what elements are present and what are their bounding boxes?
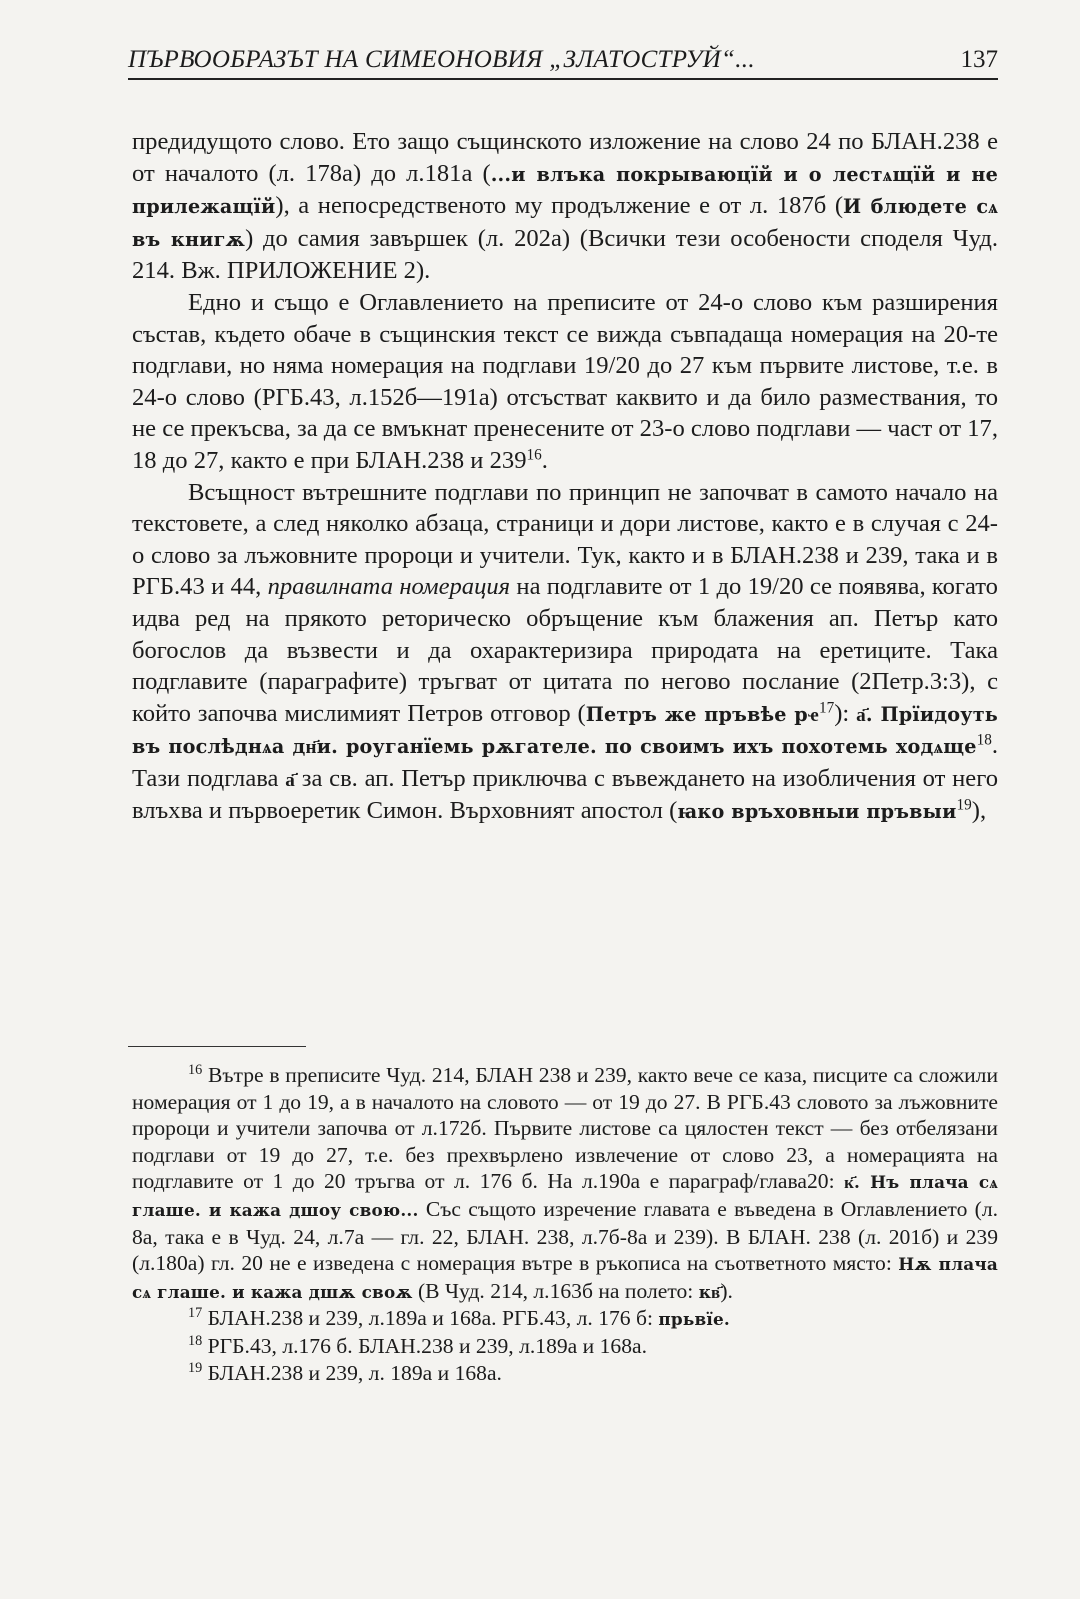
footnote-18 <box>132 1333 998 1360</box>
footnote-19 <box>132 1360 998 1387</box>
text-run: РГБ.43, л.176 б. БЛАН.238 и 239, л.189а и 168а. <box>202 1333 647 1358</box>
text-run: ) до самия завършек (л. 202а) (Всички тези особености споделя Чуд. 214. Вж. ПРИЛОЖЕНИЕ 2). <box>132 224 998 285</box>
footnotes <box>132 1062 998 1386</box>
footnote-number: 18 <box>188 1333 203 1350</box>
footnote-ref: 16 <box>526 446 542 464</box>
text-run: за св. ап. Петър приключва с въвеждането на изобличения от него влъхва и първоеретик Симон. Върховният апостол ( <box>132 764 998 825</box>
text-run: предидущото слово. Ето защо същинското изложение на слово 24 по БЛАН.238 е от началото (л. 178а) до л.181а ( <box>132 128 998 187</box>
main-text <box>132 126 998 828</box>
paragraph-3 <box>132 477 998 829</box>
church-slavonic-quote: прьвїе. <box>658 1309 730 1330</box>
church-slavonic-quote: И блюдете сѧ въ книгѫ <box>132 195 999 251</box>
text-run: БЛАН.238 и 239, л. 189а и 168а. <box>202 1360 502 1385</box>
page-number: 137 <box>960 46 998 73</box>
text-run: (В Чуд. 214, л.163б на полето: <box>412 1278 699 1303</box>
footnote-ref: 18 <box>976 731 992 749</box>
text-run: Със същото изречение главата е въведена в Оглавлението (л. 8а, така е в Чуд. 24, л.7а — гл. 22, БЛАН. 238, л.7б-8а и 239). В БЛАН. 238 (л. 201б) и 239 (л.180а) гл. 20 не е изведена с номерация вътре в ръкописа на съответното място: <box>132 1196 999 1276</box>
text-run: ): <box>834 699 857 727</box>
text-run: . Тази подглава <box>132 732 998 792</box>
running-header <box>128 36 998 80</box>
text-run: Всъщност вътрешните подглави по принцип не започват в самото начало на текстовете, а след няколко абзаца, страници и дори листове, както е в случая с 24-о слово за лъжовните пророци и учители. Тук, както и в БЛАН.238 и 239, така и в РГБ.43 и 44, <box>132 478 998 601</box>
paragraph-2 <box>132 287 998 477</box>
text-run: на подглавите от 1 до 19/20 се появява, когато идва ред на прякото реторическо обръщение към блажения ап. Петър като богослов да възвести и да охарактеризира природата на еретиците. Така подглавите (параграфите) тръгват от цитата по негово послание (2Петр.3:3), с който започва мислимият Петров отговор ( <box>132 573 998 727</box>
footnote-separator <box>128 1046 306 1047</box>
text-run: ). <box>720 1278 733 1303</box>
footnote-17 <box>132 1305 998 1333</box>
footnote-number: 19 <box>188 1359 203 1376</box>
footnote-ref: 17 <box>818 699 835 717</box>
text-run: Едно и също е Оглавлението на преписите от 24-о слово към разширения състав, където обаче в същинския текст се вижда съвпадаща номерация на 20-те подглави, но няма номерация на подглави 19/20 до 27 към първите листове, т.е. в 24-о слово (РГБ.43, л.152б—191а) отсъстват каквито и да било размествания, то не се прекъсва, за да се вмъкнат пренесените от 23-о слово подглави — част от 17, 18 до 27, както е при БЛАН.238 и 239 <box>132 288 998 474</box>
church-slavonic-quote: а҃. Прїидоуть въ послѣднѧа дн҃и. роуганїемь рѫгателе. по своимъ ихъ похотемь ходѧще <box>132 702 998 759</box>
text-run: Вътре в преписите Чуд. 214, БЛАН 238 и 239, както вече се каза, писците са сложили номерация от 1 до 19, а в началото на словото — от 19 до 27. В РГБ.43 словото за лъжовните пророци и учители започва от л.172б. Първите листове са цялостен текст — без отбелязани подглави от 19 до 27, т.е. без прехвърлено извлечение от слово 23, а номерацията на подглавите от 1 до 20 тръгва от л. 176 б. На л.190а е параграф/глава20: <box>132 1063 998 1194</box>
church-slavonic-quote: ...и влъка покрываюцїй и о лестѧщїй и не прилежащїй <box>132 162 998 219</box>
italic-term: правилната номерация <box>267 573 511 601</box>
church-slavonic-quote: к҃. Нъ плача сѧ глаше. и кажа дшоу свою... <box>132 1172 998 1220</box>
text-run: БЛАН.238 и 239, л.189а и 168а. РГБ.43, л. 176 б: <box>202 1306 659 1331</box>
text-run: ), <box>971 797 987 825</box>
church-slavonic-quote: Нѫ плача сѧ глаше. и кажа дшѫ своѫ <box>132 1254 998 1302</box>
church-slavonic-quote: а҃ <box>285 767 296 791</box>
text-run: . <box>541 446 548 474</box>
church-slavonic-quote: ꙗко връховныи пръвыи <box>677 800 957 824</box>
paragraph-1 <box>132 126 998 287</box>
footnote-16 <box>132 1062 998 1305</box>
church-slavonic-quote: Петръ же пръвѣе рҽ <box>585 702 819 726</box>
text-run: ), а непосредственото му продължение е от л. 187б ( <box>275 192 844 220</box>
footnote-number: 17 <box>188 1305 203 1322</box>
running-title: ПЪРВООБРАЗЪТ НА СИМЕОНОВИЯ „ЗЛАТОСТРУЙ“... <box>128 46 755 73</box>
footnote-ref: 19 <box>956 797 972 815</box>
footnote-number: 16 <box>188 1062 203 1079</box>
church-slavonic-quote: кв҃ <box>698 1281 721 1302</box>
